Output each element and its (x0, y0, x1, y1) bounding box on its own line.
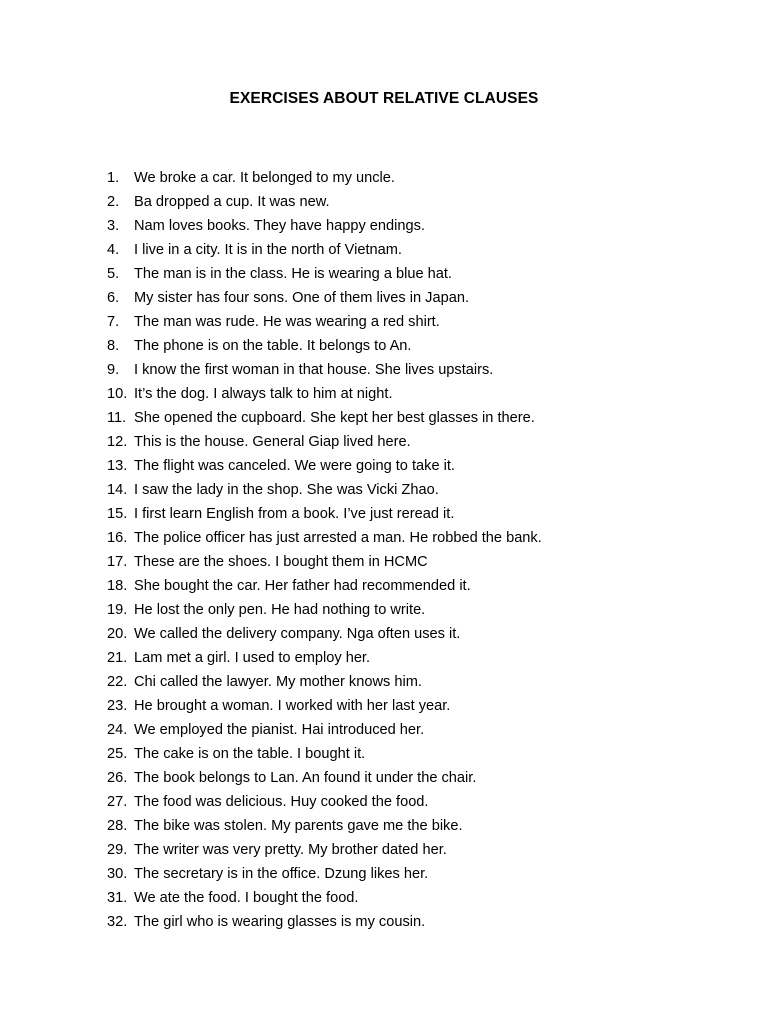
item-number: 25. (107, 746, 128, 762)
item-number: 5. (107, 266, 120, 282)
item-text: Lam met a girl. I used to employ her. (134, 650, 371, 666)
item-number: 6. (107, 290, 120, 306)
list-item (107, 550, 727, 574)
item-number: 12. (107, 434, 128, 450)
item-text: The girl who is wearing glasses is my cousin. (134, 914, 426, 930)
item-number: 13. (107, 458, 128, 474)
list-item (107, 670, 727, 694)
item-text: I saw the lady in the shop. She was Vicki Zhao. (134, 482, 439, 498)
item-number: 23. (107, 698, 128, 714)
item-text: I know the first woman in that house. She lives upstairs. (134, 362, 494, 378)
item-number: 9. (107, 362, 120, 378)
item-text: The man is in the class. He is wearing a blue hat. (134, 266, 452, 282)
item-number: 30. (107, 866, 128, 882)
item-text: The cake is on the table. I bought it. (134, 746, 366, 762)
item-text: These are the shoes. I bought them in HCMC (134, 554, 428, 570)
item-text: My sister has four sons. One of them lives in Japan. (134, 290, 469, 306)
list-item (107, 790, 727, 814)
item-text: The phone is on the table. It belongs to An. (134, 338, 412, 354)
item-number: 31. (107, 890, 128, 906)
list-item (107, 406, 727, 430)
item-text: We called the delivery company. Nga often uses it. (134, 626, 461, 642)
item-text: The writer was very pretty. My brother dated her. (134, 842, 447, 858)
document-title: EXERCISES ABOUT RELATIVE CLAUSES (229, 90, 539, 107)
item-text: It’s the dog. I always talk to him at night. (134, 386, 393, 402)
item-number: 8. (107, 338, 120, 354)
item-number: 2. (107, 194, 120, 210)
item-number: 28. (107, 818, 128, 834)
item-text: Nam loves books. They have happy endings. (134, 218, 425, 234)
item-number: 24. (107, 722, 128, 738)
list-item (107, 766, 727, 790)
item-number: 16. (107, 530, 128, 546)
item-text: We employed the pianist. Hai introduced her. (134, 722, 425, 738)
item-number: 26. (107, 770, 128, 786)
list-item (107, 478, 727, 502)
list-item (107, 334, 727, 358)
item-text: The secretary is in the office. Dzung likes her. (134, 866, 429, 882)
list-item (107, 190, 727, 214)
list-item (107, 166, 727, 190)
item-number: 29. (107, 842, 128, 858)
item-number: 10. (107, 386, 128, 402)
item-number: 32. (107, 914, 128, 930)
list-item (107, 646, 727, 670)
item-text: The bike was stolen. My parents gave me the bike. (134, 818, 463, 834)
list-item (107, 262, 727, 286)
item-text: I first learn English from a book. I’ve just reread it. (134, 506, 455, 522)
item-number: 3. (107, 218, 120, 234)
list-item (107, 838, 727, 862)
item-text: The flight was canceled. We were going to take it. (134, 458, 455, 474)
list-item (107, 310, 727, 334)
item-number: 15. (107, 506, 128, 522)
list-item (107, 886, 727, 910)
item-number: 14. (107, 482, 128, 498)
item-text: The police officer has just arrested a man. He robbed the bank. (134, 530, 542, 546)
list-item (107, 814, 727, 838)
exercise-list (107, 166, 727, 934)
list-item (107, 430, 727, 454)
item-text: The man was rude. He was wearing a red shirt. (134, 314, 440, 330)
item-number: 1. (107, 170, 120, 186)
item-text: I live in a city. It is in the north of Vietnam. (134, 242, 402, 258)
list-item (107, 910, 727, 934)
item-text: He brought a woman. I worked with her last year. (134, 698, 451, 714)
list-item (107, 454, 727, 478)
item-number: 21. (107, 650, 128, 666)
item-number: 7. (107, 314, 120, 330)
item-number: 19. (107, 602, 128, 618)
list-item (107, 214, 727, 238)
list-item (107, 238, 727, 262)
item-number: 18. (107, 578, 128, 594)
list-item (107, 598, 727, 622)
list-item (107, 358, 727, 382)
item-text: Ba dropped a cup. It was new. (134, 194, 330, 210)
list-item (107, 502, 727, 526)
list-item (107, 574, 727, 598)
list-item (107, 526, 727, 550)
item-text: She bought the car. Her father had recommended it. (134, 578, 471, 594)
item-text: The book belongs to Lan. An found it under the chair. (134, 770, 477, 786)
item-number: 20. (107, 626, 128, 642)
list-item (107, 862, 727, 886)
list-item (107, 286, 727, 310)
list-item (107, 382, 727, 406)
item-number: 22. (107, 674, 128, 690)
item-number: 4. (107, 242, 120, 258)
item-text: We broke a car. It belonged to my uncle. (134, 170, 395, 186)
item-text: Chi called the lawyer. My mother knows him. (134, 674, 422, 690)
item-number: 27. (107, 794, 128, 810)
list-item (107, 718, 727, 742)
item-text: The food was delicious. Huy cooked the food. (134, 794, 429, 810)
item-number: 11. (107, 410, 127, 426)
item-number: 17. (107, 554, 128, 570)
list-item (107, 622, 727, 646)
item-text: He lost the only pen. He had nothing to write. (134, 602, 426, 618)
item-text: We ate the food. I bought the food. (134, 890, 359, 906)
item-text: This is the house. General Giap lived here. (134, 434, 411, 450)
list-item (107, 742, 727, 766)
list-item (107, 694, 727, 718)
item-text: She opened the cupboard. She kept her best glasses in there. (134, 410, 535, 426)
